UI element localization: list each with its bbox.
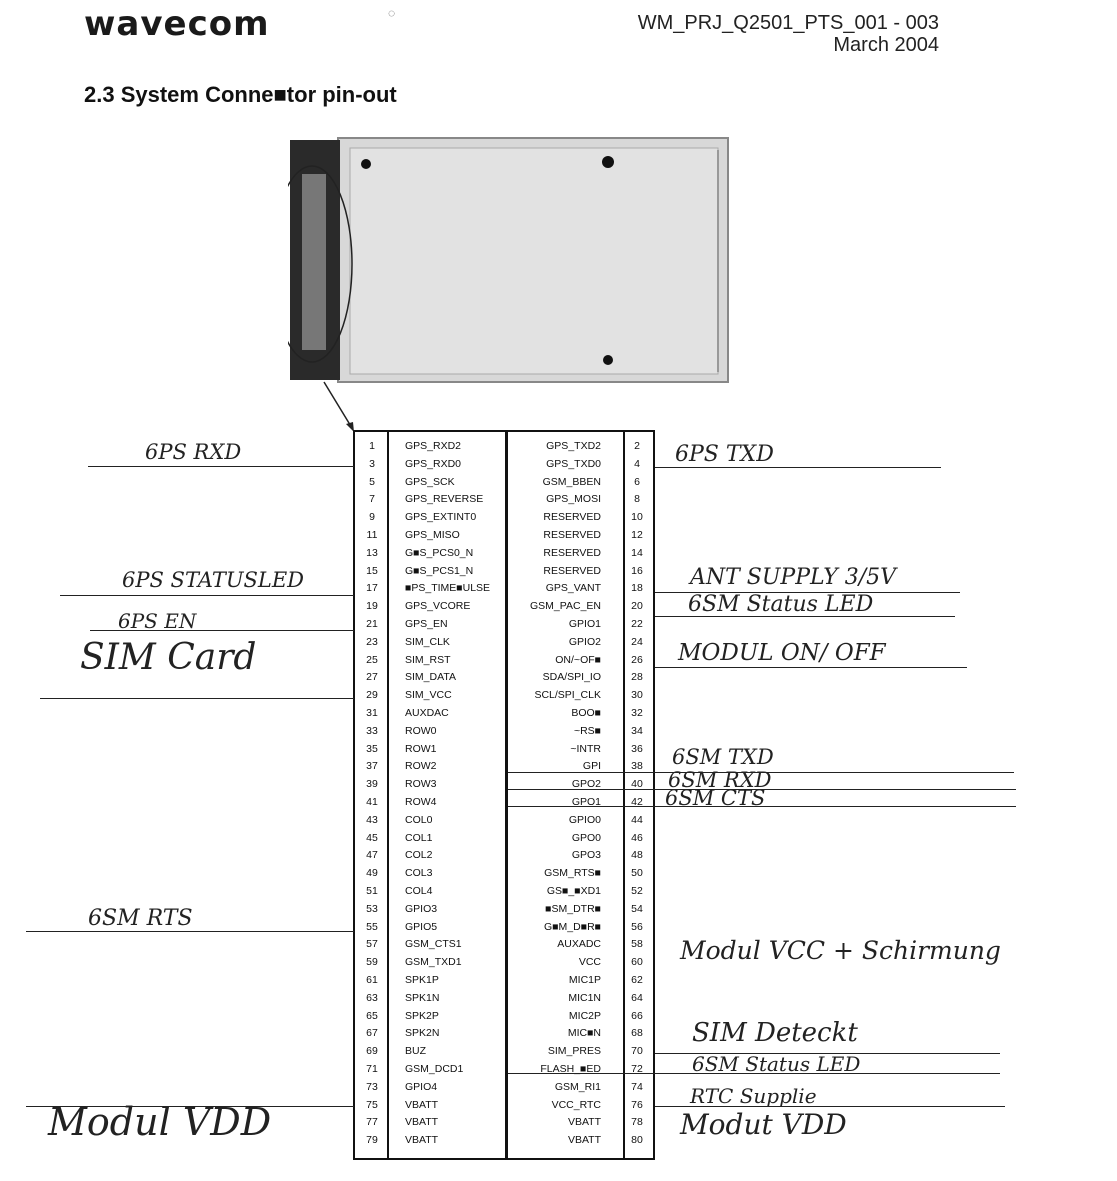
pin-number-left: 55 <box>366 920 378 933</box>
pin-row <box>355 1023 653 1041</box>
pin-number-right: 26 <box>631 653 643 666</box>
pin-name-left: SPK2P <box>405 1009 439 1022</box>
document-date: March 2004 <box>833 34 939 56</box>
annotation-gsm-txd: 6SM TXD <box>672 745 774 769</box>
pin-number-left: 63 <box>366 991 378 1004</box>
module-inner-plate <box>350 148 718 374</box>
pin-name-left: GPS_EN <box>405 618 448 630</box>
pin-number-right: 64 <box>631 991 643 1004</box>
pin-number-right: 28 <box>631 671 643 684</box>
pin-name-right: RESERVED <box>543 511 601 524</box>
mount-hole <box>602 156 614 168</box>
pin-row <box>355 810 653 828</box>
pin-number-right: 4 <box>634 457 640 470</box>
pin-row <box>355 828 653 846</box>
pin-row <box>355 454 653 472</box>
pin-number-right: 54 <box>631 902 643 915</box>
pin-number-right: 16 <box>631 564 643 577</box>
pin-number-right: 32 <box>631 707 643 719</box>
annotation-gsm-rts: 6SM RTS <box>88 906 193 931</box>
pin-name-left: GPS_RXD0 <box>405 457 462 470</box>
pin-number-left: 49 <box>366 867 378 880</box>
annotation-line <box>88 466 354 467</box>
mount-hole <box>361 159 371 169</box>
pin-row <box>355 489 653 507</box>
pin-name-left: GPS_VCORE <box>405 600 471 613</box>
document-id: WM_PRJ_Q2501_PTS_001 - 003 <box>637 12 939 34</box>
pin-number-right: 20 <box>631 600 643 613</box>
pin-name-right: G■M_D■R■ <box>544 920 601 933</box>
pin-number-left: 41 <box>366 796 378 808</box>
pin-name-left: COL1 <box>405 831 433 844</box>
pin-row <box>355 1130 653 1148</box>
pin-name-right: GPS_TXD0 <box>546 457 601 470</box>
pin-row <box>355 988 653 1006</box>
logo-emblem-icon: ◌ <box>388 6 396 20</box>
pin-name-left: SIM_CLK <box>405 635 450 648</box>
annotation-gsm-status-led-top: 6SM Status LED <box>688 592 874 617</box>
pin-number-left: 47 <box>366 849 378 862</box>
pin-name-left: ROW1 <box>405 742 437 755</box>
pin-number-left: 75 <box>366 1098 378 1111</box>
pin-row <box>355 970 653 988</box>
annotation-modul-vcc: Modul VCC + Schirmung <box>680 936 1001 965</box>
pin-number-right: 48 <box>631 849 643 862</box>
pin-number-right: 44 <box>631 813 643 826</box>
pin-number-right: 2 <box>634 440 640 452</box>
pin-name-left: GPS_REVERSE <box>405 493 484 506</box>
pin-number-right: 36 <box>631 742 643 755</box>
pin-name-right: RESERVED <box>543 529 601 541</box>
pin-number-right: 62 <box>631 974 643 986</box>
pin-number-right: 6 <box>634 475 640 488</box>
pin-name-left: COL2 <box>405 849 433 862</box>
annotation-gps-statusled: 6PS STATUSLED <box>122 568 305 592</box>
annotation-modul-vdd-right: Modut VDD <box>680 1108 847 1141</box>
pin-name-left: GPIO5 <box>405 920 438 933</box>
pin-number-left: 53 <box>366 902 378 915</box>
pin-row <box>355 863 653 881</box>
pin-name-left: GPS_MISO <box>405 529 460 541</box>
pin-row <box>355 792 653 810</box>
pin-name-left: SPK2N <box>405 1027 440 1040</box>
pin-name-left: G■S_PCS1_N <box>405 564 474 577</box>
document-reference <box>638 12 939 56</box>
pin-number-left: 45 <box>366 831 378 844</box>
pin-number-left: 23 <box>366 635 378 648</box>
pin-name-right: MIC1P <box>568 974 601 986</box>
pin-number-left: 79 <box>366 1134 378 1147</box>
pin-number-right: 58 <box>631 938 643 951</box>
pin-name-right: GPS_TXD2 <box>546 440 601 452</box>
annotation-line <box>40 698 354 699</box>
pin-row <box>355 739 653 757</box>
annotation-line <box>655 616 955 617</box>
pin-name-left: GSM_DCD1 <box>405 1063 464 1075</box>
pin-name-right: GPIO2 <box>568 635 601 648</box>
annotation-line <box>26 1106 354 1107</box>
pin-name-left: COL0 <box>405 813 433 826</box>
pin-row <box>355 934 653 952</box>
section-title: 2.3 System Conne■tor pin-out <box>84 82 397 107</box>
pin-number-left: 19 <box>366 600 378 613</box>
annotation-gps-rxd: 6PS RXD <box>145 440 242 464</box>
pin-name-left: COL4 <box>405 885 433 897</box>
pin-number-left: 31 <box>366 707 378 719</box>
pin-name-left: ROW3 <box>405 778 437 791</box>
pin-name-right: ~INTR <box>570 742 601 755</box>
pin-number-left: 37 <box>366 760 378 773</box>
pin-row <box>355 1112 653 1130</box>
pin-name-right: GPIO0 <box>568 813 601 826</box>
pin-name-right: GPO0 <box>571 831 601 844</box>
pin-number-left: 43 <box>366 813 378 826</box>
annotation-gsm-status-led-bottom: 6SM Status LED <box>692 1052 861 1076</box>
annotation-line <box>655 1106 1005 1107</box>
pin-number-left: 15 <box>366 564 378 577</box>
pin-name-left: GPIO3 <box>405 902 438 915</box>
pin-number-right: 38 <box>631 760 643 773</box>
pin-number-left: 13 <box>366 546 378 559</box>
annotation-line <box>90 630 354 631</box>
pin-name-right: MIC2P <box>568 1009 601 1022</box>
pin-number-left: 57 <box>366 938 378 951</box>
pin-number-right: 56 <box>631 920 643 933</box>
pin-name-left: BUZ <box>405 1045 426 1058</box>
pin-number-left: 61 <box>366 974 378 986</box>
pin-row <box>355 845 653 863</box>
pin-number-left: 39 <box>366 778 378 791</box>
annotation-gsm-cts: 6SM CTS <box>665 786 766 810</box>
pin-number-left: 7 <box>369 493 375 506</box>
pin-row <box>355 881 653 899</box>
pin-row <box>355 685 653 703</box>
pinout-table <box>353 430 655 1160</box>
pin-name-right: GPIO1 <box>568 618 601 630</box>
pin-row <box>355 525 653 543</box>
pin-number-right: 74 <box>631 1080 643 1093</box>
pin-name-left: ROW2 <box>405 760 437 773</box>
pin-name-left: GPS_RXD2 <box>405 440 462 452</box>
pin-name-right: GPS_VANT <box>545 582 601 595</box>
pin-number-left: 51 <box>366 885 378 897</box>
pin-row <box>355 1059 653 1077</box>
pin-name-left: GPS_EXTINT0 <box>405 511 477 524</box>
pin-number-right: 46 <box>631 831 643 844</box>
annotation-modul-vdd-left: Modul VDD <box>48 1100 272 1144</box>
pin-row <box>355 952 653 970</box>
wavecom-logo: wavecom <box>84 4 270 44</box>
pin-number-left: 3 <box>369 457 375 470</box>
arrow-icon <box>320 380 360 436</box>
pin-number-left: 11 <box>366 529 378 541</box>
pin-number-left: 73 <box>366 1080 378 1093</box>
pin-row <box>355 507 653 525</box>
pin-name-left: GPIO4 <box>405 1080 438 1093</box>
annotation-gps-en: 6PS EN <box>118 609 197 633</box>
pin-name-left: ROW4 <box>405 796 437 808</box>
annotation-line <box>508 1073 1000 1074</box>
pin-name-left: VBATT <box>405 1116 439 1129</box>
pin-number-right: 10 <box>631 511 643 524</box>
pin-name-right: FLASH_■ED <box>540 1063 601 1075</box>
annotation-ant-supply: ANT SUPPLY 3/5V <box>690 565 897 590</box>
pin-row <box>355 899 653 917</box>
module-photo <box>288 136 730 384</box>
pin-name-left: SIM_VCC <box>405 689 452 702</box>
pin-number-right: 30 <box>631 689 643 702</box>
pin-number-right: 14 <box>631 546 643 559</box>
pin-number-right: 18 <box>631 582 643 595</box>
pin-name-right: GS■_■XD1 <box>546 885 601 897</box>
pin-name-left: GSM_CTS1 <box>405 938 462 951</box>
pin-number-right: 8 <box>634 493 640 506</box>
pin-row <box>355 667 653 685</box>
pin-number-left: 27 <box>366 671 378 684</box>
pin-name-right: SDA/SPI_IO <box>542 671 601 684</box>
pin-number-right: 50 <box>631 867 643 880</box>
pin-row <box>355 436 653 454</box>
pin-row <box>355 650 653 668</box>
pin-name-right: ■SM_DTR■ <box>545 902 601 915</box>
pin-name-left: G■S_PCS0_N <box>405 546 474 559</box>
pin-name-right: GSM_BBEN <box>542 475 601 488</box>
pin-name-right: GSM_RI1 <box>554 1080 601 1093</box>
pin-number-left: 21 <box>366 618 378 630</box>
pin-row <box>355 1077 653 1095</box>
pin-name-right: ON/~OF■ <box>555 653 601 666</box>
pin-name-right: VBATT <box>567 1116 601 1129</box>
annotation-gps-txd: 6PS TXD <box>675 442 774 467</box>
pin-row <box>355 632 653 650</box>
pin-row <box>355 578 653 596</box>
pin-number-right: 24 <box>631 635 643 648</box>
pin-number-left: 65 <box>366 1009 378 1022</box>
pin-number-left: 29 <box>366 689 378 702</box>
pin-name-right: GSM_RTS■ <box>544 867 601 880</box>
annotation-line <box>26 931 354 932</box>
pin-name-left: SPK1P <box>405 974 439 986</box>
pin-row <box>355 917 653 935</box>
pin-name-right: GPO1 <box>571 796 601 808</box>
pin-name-right: GPO2 <box>571 778 601 791</box>
pin-number-left: 35 <box>366 742 378 755</box>
pin-row <box>355 472 653 490</box>
pin-number-right: 80 <box>631 1134 643 1147</box>
pin-number-right: 22 <box>631 618 643 630</box>
pin-number-left: 67 <box>366 1027 378 1040</box>
pin-number-left: 69 <box>366 1045 378 1058</box>
pin-row <box>355 561 653 579</box>
pin-number-right: 52 <box>631 885 643 897</box>
pin-name-right: VCC <box>578 956 601 969</box>
pin-name-right: MIC1N <box>568 991 601 1004</box>
pin-number-right: 42 <box>631 796 643 808</box>
pin-number-right: 40 <box>631 778 643 791</box>
pin-name-right: GPO3 <box>571 849 601 862</box>
pin-number-right: 76 <box>631 1098 643 1111</box>
pin-name-left: COL3 <box>405 867 433 880</box>
pin-name-right: VCC_RTC <box>551 1098 601 1111</box>
pin-name-right: BOO■ <box>571 707 601 719</box>
pin-number-left: 1 <box>369 440 375 452</box>
annotation-sim-card: SIM Card <box>80 637 257 678</box>
annotation-gsm-rxd: 6SM RXD <box>668 768 772 792</box>
pin-name-left: ROW0 <box>405 724 437 737</box>
pin-name-left: GSM_TXD1 <box>405 956 462 969</box>
pin-row <box>355 1041 653 1059</box>
pin-name-left: VBATT <box>405 1134 439 1147</box>
mount-hole <box>603 355 613 365</box>
pin-row <box>355 596 653 614</box>
pin-name-left: VBATT <box>405 1098 439 1111</box>
pin-name-right: VBATT <box>567 1134 601 1147</box>
pin-number-left: 17 <box>366 582 378 595</box>
pin-name-left: SPK1N <box>405 991 440 1004</box>
pin-number-right: 78 <box>631 1116 643 1129</box>
pin-row <box>355 703 653 721</box>
annotation-line <box>508 806 1016 807</box>
annotation-line <box>655 467 941 468</box>
pin-name-left: AUXDAC <box>405 707 449 719</box>
annotation-sim-detect: SIM Deteckt <box>692 1018 858 1048</box>
pin-name-right: GSM_PAC_EN <box>530 600 601 613</box>
pin-number-right: 68 <box>631 1027 643 1040</box>
pin-row <box>355 1095 653 1113</box>
pin-name-right: GPI <box>582 760 601 773</box>
pin-number-left: 77 <box>366 1116 378 1129</box>
annotation-line <box>655 667 967 668</box>
annotation-modul-on-off: MODUL ON/ OFF <box>678 640 886 666</box>
pin-name-left: SIM_DATA <box>405 671 456 684</box>
pin-number-left: 25 <box>366 653 378 666</box>
annotation-line <box>60 595 354 596</box>
pin-number-left: 9 <box>369 511 375 524</box>
pin-number-left: 71 <box>366 1063 378 1075</box>
pin-name-right: SIM_PRES <box>547 1045 601 1058</box>
pin-number-right: 60 <box>631 956 643 969</box>
pin-name-left: GPS_SCK <box>405 475 455 488</box>
pin-name-right: RESERVED <box>543 564 601 577</box>
pin-name-right: MIC■N <box>567 1027 601 1040</box>
annotation-rtc-supply: RTC Supplie <box>690 1084 817 1108</box>
pin-number-right: 70 <box>631 1045 643 1058</box>
pin-name-left: SIM_RST <box>405 653 451 666</box>
pin-name-right: ~RS■ <box>573 724 601 737</box>
connector-pins <box>302 174 326 350</box>
pin-row <box>355 543 653 561</box>
pin-name-right: SCL/SPI_CLK <box>534 689 601 702</box>
pin-number-right: 66 <box>631 1009 643 1022</box>
pin-name-right: AUXADC <box>557 938 601 951</box>
pin-number-right: 12 <box>631 529 643 541</box>
pin-number-left: 59 <box>366 956 378 969</box>
pin-name-right: GPS_MOSI <box>546 493 601 506</box>
pin-number-right: 72 <box>631 1063 643 1075</box>
pin-name-left: ■PS_TIME■ULSE <box>405 582 491 595</box>
pin-row <box>355 721 653 739</box>
pin-number-right: 34 <box>631 724 643 737</box>
pin-number-left: 5 <box>369 475 375 488</box>
pin-row <box>355 1006 653 1024</box>
pin-row <box>355 614 653 632</box>
pin-name-right: RESERVED <box>543 546 601 559</box>
pin-number-left: 33 <box>366 724 378 737</box>
